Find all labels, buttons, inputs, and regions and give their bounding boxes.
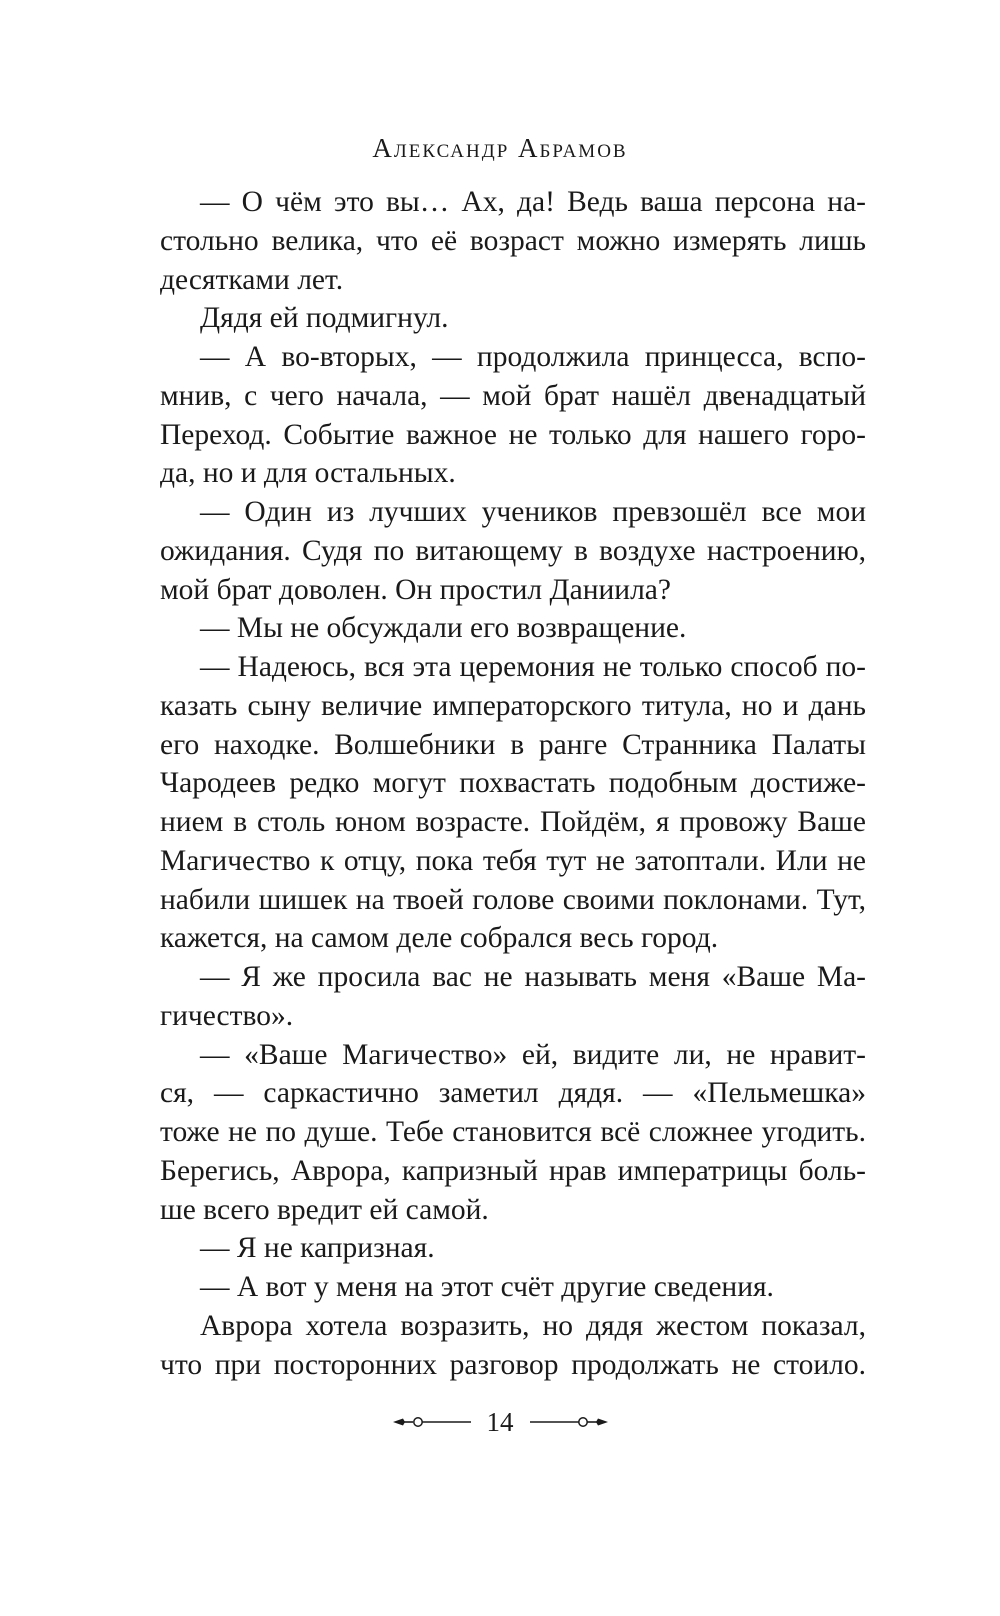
text-line: — А вот у меня на этот счёт другие сведения.: [200, 1271, 774, 1303]
text-line: что при посторонних разговор продолжать не стоило.: [160, 1348, 866, 1381]
text-line: — А во-вторых, — продолжила принцесса, вспо-: [200, 341, 866, 373]
text-line: мнив, с чего начала, — мой брат нашёл двенадцатый: [160, 379, 866, 412]
text-line: нием в столь юном возрасте. Пойдём, я провожу Ваше: [160, 806, 866, 838]
flourish-icon: [528, 1414, 610, 1430]
body-text: [160, 183, 866, 1384]
flourish-icon: [391, 1414, 473, 1430]
text-line: набили шишек на твоей голове своими поклонами. Тут,: [160, 883, 866, 916]
text-line: тоже не по душе. Тебе становится всё сложнее угодить.: [160, 1116, 866, 1148]
text-line: стольно велика, что её возраст можно измерять лишь: [160, 224, 866, 257]
text-line: гичество».: [160, 999, 294, 1032]
text-line: — Я же просила вас не называть меня «Ваше Ма-: [200, 961, 866, 993]
text-line: ше всего вредит ей самой.: [160, 1193, 489, 1226]
text-line: его находке. Волшебники в ранге Странника Палаты: [160, 728, 866, 761]
text-line: — Мы не обсуждали его возвращение.: [200, 612, 687, 645]
text-line: Магичество к отцу, пока тебя тут не затоптали. Или не: [160, 844, 866, 877]
text-line: Чародеев редко могут похвастать подобным достиже-: [160, 767, 866, 800]
text-line: казать сыну величие императорского титула, но и дань: [160, 689, 866, 722]
text-line: кажется, на самом деле собрался весь город.: [160, 922, 719, 955]
text-line: Дядя ей подмигнул.: [200, 302, 449, 335]
text-line: — Один из лучших учеников превзошёл все мои: [200, 496, 866, 528]
text-line: десятками лет.: [160, 263, 344, 296]
page-number: 14: [486, 1407, 514, 1437]
text-line: мой брат доволен. Он простил Даниила?: [160, 573, 671, 606]
text-line: да, но и для остальных.: [160, 457, 456, 490]
text-line: Аврора хотела возразить, но дядя жестом показал,: [200, 1309, 866, 1342]
text-line: — О чём это вы… Ах, да! Ведь ваша персона на-: [200, 186, 866, 218]
text-line: Переход. Событие важное не только для нашего горо-: [160, 418, 866, 451]
running-head-author: Александр Абрамов: [372, 133, 628, 163]
text-line: — «Ваше Магичество» ей, видите ли, не нравит-: [200, 1038, 866, 1071]
text-line: Берегись, Аврора, капризный нрав императрицы боль-: [160, 1154, 866, 1187]
text-line: ожидания. Судя по витающему в воздухе настроению,: [160, 534, 866, 567]
text-line: — Надеюсь, вся эта церемония не только способ по-: [200, 651, 866, 683]
text-line: — Я не капризная.: [200, 1232, 435, 1265]
text-line: ся, — саркастично заметил дядя. — «Пельмешка»: [160, 1077, 866, 1110]
page-footer: [0, 1402, 1000, 1442]
